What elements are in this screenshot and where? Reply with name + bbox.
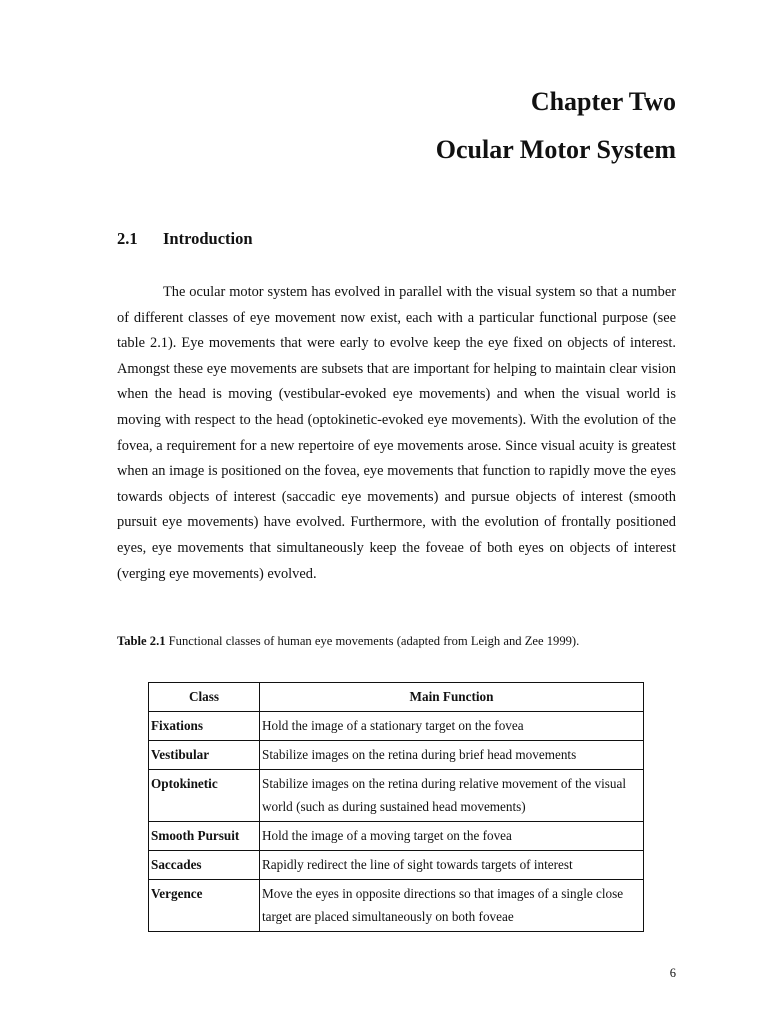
row-class-cell: Vestibular <box>149 741 260 770</box>
table-row <box>149 712 644 741</box>
table-caption <box>117 634 579 649</box>
table-row <box>149 822 644 851</box>
row-class-cell: Fixations <box>149 712 260 741</box>
chapter-title: Chapter Two <box>530 87 676 116</box>
row-function-cell: Move the eyes in opposite directions so that images of a single close target are placed simultaneously on both foveae <box>260 880 644 932</box>
header-class: Class <box>149 683 260 712</box>
row-function-cell: Rapidly redirect the line of sight towards targets of interest <box>260 851 644 880</box>
row-class-cell: Saccades <box>149 851 260 880</box>
row-class-cell: Vergence <box>149 880 260 932</box>
row-function-cell: Stabilize images on the retina during relative movement of the visual world (such as during sustained head movements) <box>260 770 644 822</box>
table-row <box>149 770 644 822</box>
row-class-cell: Optokinetic <box>149 770 260 822</box>
row-function-cell: Hold the image of a moving target on the fovea <box>260 822 644 851</box>
row-class-cell: Smooth Pursuit <box>149 822 260 851</box>
page-number: 6 <box>669 966 676 980</box>
eye-movement-classes-table <box>148 682 644 932</box>
table-caption-label: Table 2.1 <box>117 634 166 648</box>
table-header-row <box>149 683 644 712</box>
table-row <box>149 851 644 880</box>
header-main-function: Main Function <box>260 683 644 712</box>
table-row <box>149 880 644 932</box>
chapter-subtitle: Ocular Motor System <box>435 135 676 164</box>
row-function-cell: Stabilize images on the retina during brief head movements <box>260 741 644 770</box>
table-row <box>149 741 644 770</box>
section-title: Introduction <box>163 229 253 248</box>
table-caption-text: Functional classes of human eye movements (adapted from Leigh and Zee 1999). <box>165 634 580 648</box>
section-heading <box>117 229 253 249</box>
row-function-cell: Hold the image of a stationary target on the fovea <box>260 712 644 741</box>
section-number: 2.1 <box>117 229 138 248</box>
intro-paragraph: The ocular motor system has evolved in parallel with the visual system so that a number of different classes of eye movement now exist, each with a particular functional purpose (see table 2.1). Eye movements that were early to evolve keep the eye fixed on objects of interest. Amongst these eye movements are subsets that are important for helping to maintain clear vision when the head is moving (vestibular-evoked eye movements) and when the visual world is moving with respect to the head (optokinetic-evoked eye movements). With the evolution of the fovea, a requirement for a new repertoire of eye movements arose. Since visual acuity is greatest when an image is positioned on the fovea, eye movements that function to rapidly move the eyes towards objects of interest (saccadic eye movements) and pursue objects of interest (smooth pursuit eye movements) have evolved. Furthermore, with the evolution of frontally positioned eyes, eye movements that simultaneously keep the foveae of both eyes on objects of interest (verging eye movements) evolved. <box>117 284 676 582</box>
